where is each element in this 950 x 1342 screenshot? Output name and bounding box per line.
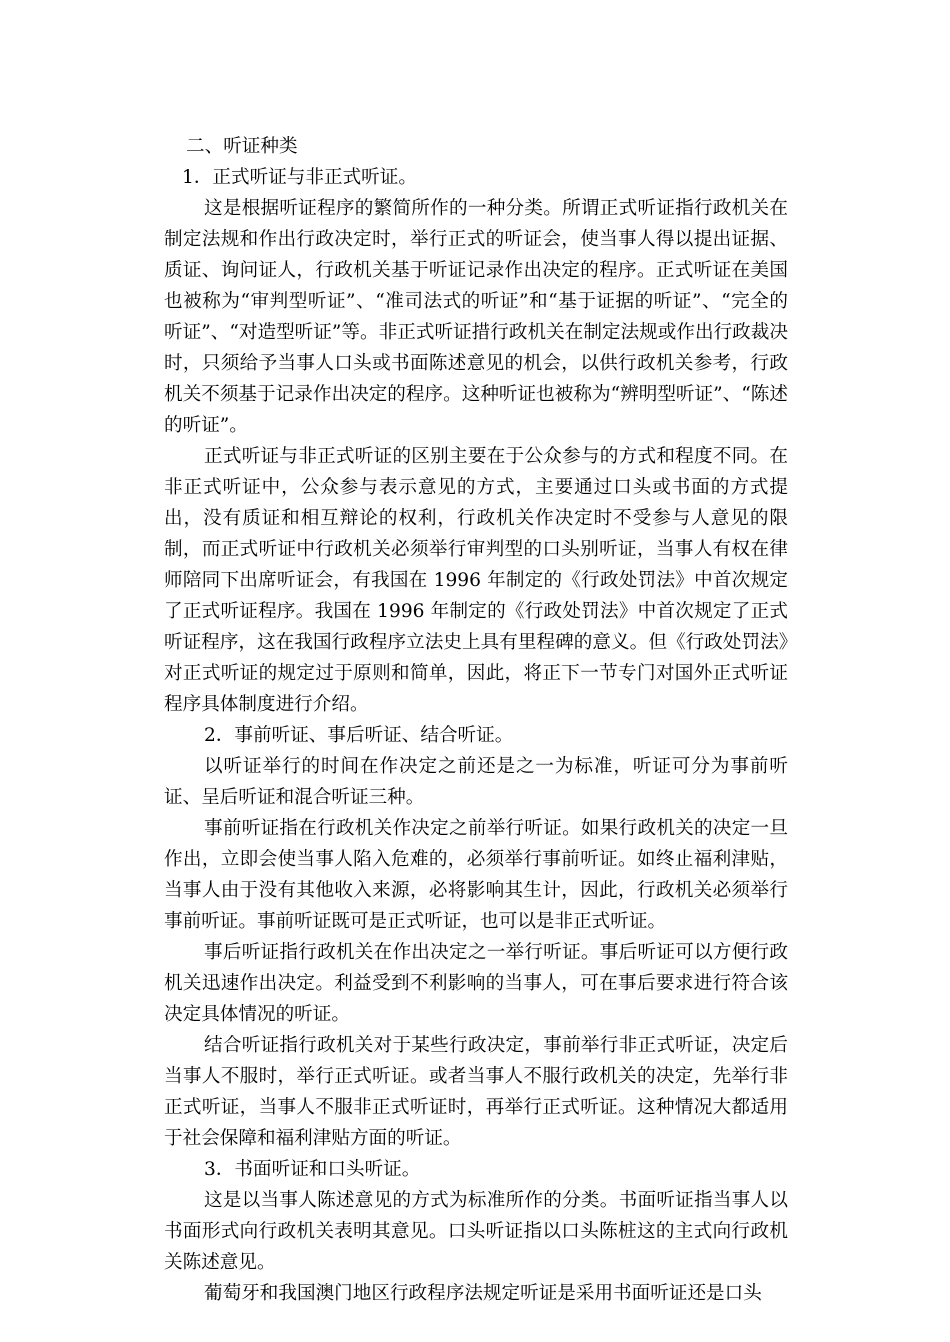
document-body: [164, 131, 788, 1309]
subheading-timing: 2．事前听证、事后听证、结合听证。: [204, 725, 514, 746]
paragraph-formal-definition: 这是根据听证程序的繁简所作的一种分类。所谓正式听证指行政机关在制定法规和作出行政决定时，举行正式的听证会，使当事人得以提出证据、质证、询问证人，行政机关基于听证记录作出决定的程序。正式听证在美国也被称为“审判型听证”、“准司法式的听证”和“基于证据的听证”、“完全的听证”、“对造型听证”等。非正式听证措行政机关在制定法规或作出行政裁决时，只须给予当事人口头或书面陈述意见的机会，以供行政机关参考，行政机关不须基于记录作出决定的程序。这种听证也被称为“辨明型听证”、“陈述的听证”。: [164, 198, 788, 436]
subheading-written-oral: 3．书面听证和口头听证。: [204, 1159, 421, 1180]
paragraph-combined-hearing: 结合听证指行政机关对于某些行政决定，事前举行非正式听证，决定后当事人不服时，举行正式听证。或者当事人不服行政机关的决定，先举行非正式听证，当事人不服非正式听证时，再举行正式听证。这种情况大都适用于社会保障和福利津贴方面的听证。: [164, 1035, 788, 1149]
subheading-formal-informal: 1．正式听证与非正式听证。: [182, 167, 417, 188]
paragraph-prior-hearing: 事前听证指在行政机关作决定之前举行听证。如果行政机关的决定一旦作出，立即会使当事人陷入危难的，必须举行事前听证。如终止福利津贴，当事人由于没有其他收入来源，必将影响其生计，因此，行政机关必须举行事前听证。事前听证既可是正式听证，也可以是非正式听证。: [164, 818, 788, 932]
paragraph-formal-difference: 正式听证与非正式听证的区别主要在于公众参与的方式和程度不同。在非正式听证中，公众参与表示意见的方式，主要通过口头或书面的方式提出，没有质证和相互辩论的权利，行政机关作决定时不受参与人意见的限制，而正式听证中行政机关必须举行审判型的口头别听证，当事人有权在律师陪同下出席听证会，有我国在 1996 年制定的《行政处罚法》中首次规定了正式听证程序。我国在 1996 年制定的《行政处罚法》中首次规定了正式听证程序，这在我国行政程序立法史上具有里程碑的意义。但《行政处罚法》对正式听证的规定过于原则和简单，因此，将正下一节专门对国外正式听证程序具体制度进行介绍。: [164, 446, 788, 715]
paragraph-written-oral: 这是以当事人陈述意见的方式为标准所作的分类。书面听证指当事人以书面形式向行政机关表明其意见。口头听证指以口头陈桩这的主式向行政机关陈述意见。: [164, 1190, 788, 1273]
section-title: 二、听证种类: [186, 136, 298, 157]
paragraph-post-hearing: 事后听证指行政机关在作出决定之一举行听证。事后听证可以方便行政机关迅速作出决定。利益受到不利影响的当事人，可在事后要求进行符合该决定具体情况的听证。: [164, 942, 788, 1025]
paragraph-timing-intro: 以听证举行的时间在作决定之前还是之一为标准，听证可分为事前听证、呈后听证和混合听证三种。: [164, 756, 788, 808]
paragraph-portugal-macau: 葡萄牙和我国澳门地区行政程序法规定听证是采用书面听证还是口头: [204, 1283, 762, 1304]
